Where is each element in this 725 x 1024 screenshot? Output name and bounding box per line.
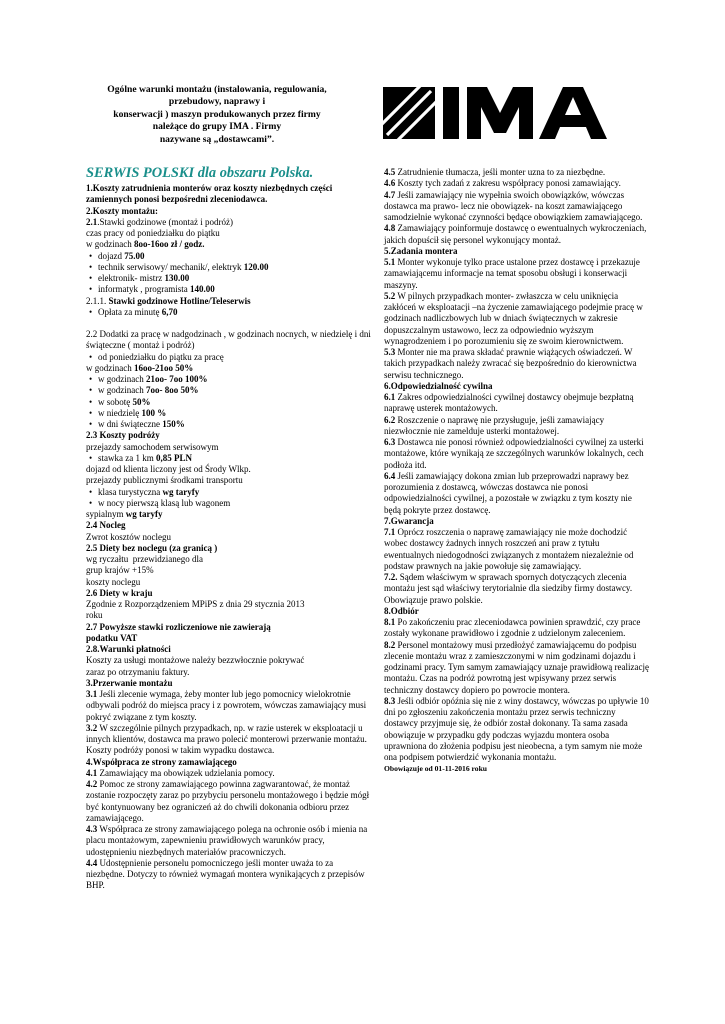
travel-line — [86, 509, 371, 520]
title-line: Ogólne warunki montażu (instalowania, regulowania, — [107, 84, 327, 95]
section-2-heading: 2.Koszty montażu: — [86, 205, 158, 216]
surcharge-value: 100 % — [141, 407, 167, 418]
section-5-1 — [384, 257, 650, 291]
section-number: 8.2 — [384, 639, 396, 650]
rate-item — [86, 251, 371, 262]
effective-date: Obowiązuje od 01-11-2016 roku — [384, 764, 488, 774]
section-text: wg ryczałtu przewidzianego dla grup krajów +15% koszty noclegu — [86, 554, 203, 587]
section-text: Zakres odpowiedzialności cywilnej dostawcy obejmuje bezpłatną naprawę usterek montażowych. — [384, 392, 634, 414]
section-8-2 — [384, 640, 650, 696]
rate-value: 120.00 — [243, 261, 269, 272]
title-line: należące do grupy IMA . Firmy — [152, 121, 282, 133]
section-6-4 — [384, 471, 650, 516]
section-text: Sądem właściwym w sprawach spornych dotyczących zlecenia montażu jest sąd właściwy terytorialnie dla siedziby firmy dostawcy. Obowiązuje prawo polskie. — [384, 572, 633, 605]
section-2-3: 2.3 Koszty podróży — [86, 430, 160, 441]
section-text: Pomoc ze strony zamawiającego powinna zagwarantować, że montaż zostanie rozpoczęty zaraz po przybyciu personelu montażowego i będzie mógł być kontynuowany bez ograniczeń aż do chwili dokonania odbioru przez zamawiającego. — [86, 779, 370, 823]
section-1: 1.Koszty zatrudnienia monterów oraz koszty niezbędnych części zamiennych ponosi bezpośredni zleceniodawca. — [86, 183, 333, 205]
rate-value: 75.00 — [124, 250, 145, 261]
section-text: Zamawiający poinformuje dostawcę o ewentualnych wykroczeniach, jakich dopuścił się personel wykonujący montaż. — [384, 223, 647, 245]
section-4-8 — [384, 223, 650, 246]
section-6-3 — [384, 437, 650, 471]
section-number: 4.5 — [384, 167, 396, 177]
section-4-3 — [86, 824, 371, 858]
rate-label: informatyk , programista — [98, 284, 190, 295]
section-6-heading: 6.Odpowiedzialność cywilna — [384, 380, 493, 391]
surcharge-item — [86, 385, 371, 396]
section-number: 5.3 — [384, 347, 396, 357]
section-text: Koszty tych zadań z zakresu współpracy ponosi zamawiający. — [395, 178, 621, 189]
section-number: 4.6 — [384, 178, 396, 189]
travel-value: wg taryfy — [162, 486, 200, 497]
rate-item — [86, 284, 371, 295]
surcharge-value: 21oo- 7oo 100% — [145, 374, 208, 384]
section-number: 2.1 — [86, 216, 98, 227]
section-2-6: 2.6 Diety w kraju — [86, 587, 153, 598]
section-number: 4.2 — [86, 779, 98, 789]
left-column — [86, 165, 371, 892]
section-2-7: 2.7 Powyższe stawki rozliczeniowe nie zawierają podatku VAT — [86, 621, 271, 643]
section-text: .Stawki godzinowe (montaż i podróż) czas pracy od poniedziałku do piątku — [86, 216, 233, 238]
section-6-2 — [384, 415, 650, 438]
hours-line — [86, 239, 371, 250]
rate-value: 130.00 — [164, 273, 190, 283]
section-5-heading: 5.Zadania montera — [384, 245, 458, 256]
section-number: 6.2 — [384, 414, 396, 425]
section-number: 4.7 — [384, 189, 396, 200]
surcharge-item — [86, 374, 371, 385]
travel-text: przejazdy samochodem serwisowym — [86, 441, 219, 452]
surcharge-label: w sobotę — [98, 396, 133, 407]
section-text: Monter nie ma prawa składać prawnie wiążących oświadczeń. W takich przypadkach należy zwracać się bezpośrednio do kierownictwa serwisu technicznego. — [384, 347, 637, 380]
surcharge-label: w niedzielę — [98, 407, 142, 418]
hotline-rate — [86, 307, 371, 318]
section-title: Stawki godzinowe Hotline/Teleserwis — [108, 295, 251, 306]
section-6-1 — [384, 392, 650, 415]
title-line: przebudowy, naprawy i — [168, 96, 266, 108]
section-text: Współpraca ze strony zamawiającego polega na ochronie osób i mienia na placu montażowym, zapewnieniu prawidłowych warunków pracy, udostępnieniu niezbędnych materiałów pracowniczych. — [86, 824, 368, 857]
section-number: 7.1 — [384, 527, 396, 537]
section-number: 6.1 — [384, 392, 396, 402]
section-number: 8.1 — [384, 617, 396, 627]
section-text: Jeśli odbiór opóźnia się nie z winy dostawcy, wówczas po upływie 10 dni po zgłoszeniu zakończenia montażu przez serwis techniczny dostawcy przyjmuje się, że odbiór został dokonany. Ta sama zasada obowiązuje w przypadku gdy podczas wyjazdu montera osoba uprawniona do złożenia podpisu jest nieobecna, a tym samym nie może ona podpisem potwierdzić wykonania montażu. — [384, 695, 649, 762]
section-2-1 — [86, 217, 371, 240]
section-number: 4.4 — [86, 857, 98, 868]
section-4-6 — [384, 178, 650, 189]
travel-text: dojazd od klienta liczony jest od Środy Wlkp. przejazdy publicznymi środkami transportu — [86, 464, 251, 486]
section-number: 7.2. — [384, 572, 398, 582]
rate-label: stawka za 1 km — [98, 452, 156, 463]
hours-label: w godzinach — [86, 239, 134, 250]
rate-item — [86, 273, 371, 284]
ima-logo — [383, 87, 637, 139]
travel-value: wg taryfy — [125, 509, 163, 519]
section-text: Koszty za usługi montażowe należy bezzwłocznie pokrywać zaraz po otrzymaniu faktury. — [86, 655, 305, 677]
section-number: 8.3 — [384, 695, 396, 706]
title-line: konserwacji ) maszyn produkowanych przez firmy — [113, 108, 321, 120]
surcharge-item — [86, 397, 371, 408]
section-2-2: 2.2 Dodatki za pracę w nadgodzinach , w godzinach nocnych, w niedzielę i dni świąteczne ( montaż i podróż) — [86, 329, 371, 351]
section-4-heading: 4.Współpraca ze strony zamawiającego — [86, 756, 237, 767]
section-2-4: 2.4 Nocleg — [86, 520, 126, 531]
surcharge-label: w godzinach — [98, 374, 146, 384]
section-text: Zatrudnienie tłumacza, jeśli monter uzna to za niezbędne. — [395, 167, 606, 177]
surcharge-label: w godzinach — [86, 362, 134, 373]
section-4-1 — [86, 768, 371, 779]
section-number: 5.2 — [384, 290, 396, 301]
surcharge-value: 50% — [132, 396, 151, 407]
hours-value: 8oo-16oo zł / godz. — [133, 239, 205, 250]
section-text: Dostawca nie ponosi również odpowiedzialności cywilnej za usterki montażowe, które wynikają ze szczególnych warunków lokalnych, cech podłoża itd. — [384, 437, 644, 470]
section-8-3 — [384, 696, 650, 764]
section-number: 2.1.1. — [86, 295, 109, 306]
travel-item — [86, 487, 371, 498]
section-text: Monter wykonuje tylko prace ustalone przez dostawcę i przekazuje zamawiającemu informacje na temat sposobu obsługi i konserwacji maszyny. — [384, 257, 640, 290]
section-number: 3.2 — [86, 722, 98, 733]
section-4-2 — [86, 779, 371, 824]
travel-rate — [86, 453, 371, 464]
section-text: W pilnych przypadkach monter- zwłaszcza w celu uniknięcia zakłóceń w eksploatacji –na życzenie zamawiającego podejmie pracę w godzinach nadliczbowych lub w dniach świątecznych w zakresie dopuszczalnym ustawowo, lecz za odpowiednio wyższym wynagrodzeniem i po porozumieniu się ze swoim kierownictwem. — [384, 290, 643, 346]
section-text: Oprócz roszczenia o naprawę zamawiający nie może dochodzić wobec dostawcy żadnych innych roszczeń ani praw z tytułu ewentualnych niedogodności związanych z montażem niezależnie od podstaw prawnych na jakie powołuje się zamawiający. — [384, 527, 634, 571]
section-7-2 — [384, 572, 650, 606]
section-5-3 — [384, 347, 650, 381]
travel-item: • w nocy pierwszą klasą lub wagonem — [86, 498, 371, 509]
surcharge-value: 7oo- 8oo 50% — [145, 385, 199, 396]
section-4-7 — [384, 190, 650, 224]
section-text: Roszczenie o naprawę nie przysługuje, jeśli zamawiający niezwłocznie nie zamelduje usterki montażowej. — [384, 414, 605, 436]
section-8-heading: 8.Odbiór — [384, 605, 419, 616]
section-3-1 — [86, 689, 371, 723]
section-5-2 — [384, 291, 650, 347]
section-text: Jeśli zamawiający nie wypełnia swoich obowiązków, wówczas dostawca ma prawo- lecz nie obowiązek- na koszt zamawiającego samodzielnie wykonać czynności będące obowiązkiem zamawiającego. — [384, 189, 643, 222]
section-7-heading: 7.Gwarancja — [384, 515, 434, 526]
rate-value: 6,70 — [161, 306, 178, 317]
page-title — [82, 84, 352, 146]
section-8-1 — [384, 617, 650, 640]
section-text: W szczególnie pilnych przypadkach, np. w razie usterek w eksploatacji u innych klientów, dostawca ma prawo polecić monterowi przerwanie montażu. Koszty podróży ponosi w takim wypadku dostawca. — [86, 722, 367, 756]
section-text: Zwrot kosztów noclegu — [86, 531, 171, 542]
surcharge-item — [86, 419, 371, 430]
surcharge-intro: • od poniedziałku do piątku za pracę — [86, 352, 371, 363]
section-2-8: 2.8.Warunki płatności — [86, 644, 171, 654]
surcharge-value: 16oo-21oo 50% — [133, 362, 194, 373]
serwis-title: SERWIS POLSKI dla obszaru Polska. — [86, 165, 314, 181]
rate-value: 0,85 PLN — [155, 452, 192, 463]
section-3-heading: 3.Przerwanie montażu — [86, 677, 173, 688]
section-text: Udostępnienie personelu pomocniczego jeśli monter uważa to za niezbędne. Dotyczy to również wymagań montera wynikających z przepisów BHP. — [86, 857, 365, 891]
travel-label: sypialnym — [86, 509, 126, 519]
rate-label: Opłata za minutę — [98, 306, 162, 317]
section-2-1-1 — [86, 296, 371, 307]
section-7-1 — [384, 527, 650, 572]
section-text: Jeśli zlecenie wymaga, żeby monter lub jego pomocnicy wielokrotnie odbywali podróż do miejsca pracy i z powrotem, wówczas zamawiający musi pokryć związane z tym koszty. — [86, 689, 367, 722]
section-text: Personel montażowy musi przedłożyć zamawiającemu do podpisu zlecenie montażu wraz z zamieszczonymi w nim godzinami dojazdu i godzinami pracy. Tym samym zamawiający uznaje prawidłową realizację montażu. Czas na podróż powrotną jest wpisywany przez serwis techniczny dostawcy dopiero po powrocie montera. — [384, 639, 650, 695]
section-4-4 — [86, 858, 371, 892]
section-number: 3.1 — [86, 689, 98, 699]
rate-item — [86, 262, 371, 273]
section-number: 4.8 — [384, 223, 396, 234]
section-text: Jeśli zamawiający dokona zmian lub przeprowadzi naprawy bez porozumienia z dostawcą, wówczas dostawca nie ponosi odpowiedzialności cywilnej, a pozostałe w związku z tym koszty nie będą pokryte przez dostawcę. — [384, 470, 632, 515]
section-text: Zgodnie z Rozporządzeniem MPiPS z dnia 29 stycznia 2013 roku — [86, 599, 305, 621]
section-text: Po zakończeniu prac zleceniodawca powinien sprawdzić, czy prace zostały wykonane prawidłowo i zgodnie z udzielonym zaleceniem. — [384, 617, 641, 639]
surcharge-value: 150% — [162, 419, 185, 429]
rate-label: technik serwisowy/ mechanik/, elektryk — [98, 261, 244, 272]
section-text: Zamawiający ma obowiązek udzielania pomocy. — [97, 767, 275, 778]
section-number: 4.3 — [86, 824, 98, 834]
section-number: 5.1 — [384, 257, 396, 267]
surcharge-item — [86, 408, 371, 419]
travel-label: klasa turystyczna — [98, 486, 163, 497]
section-number: 6.3 — [384, 437, 396, 447]
surcharge-label: w godzinach — [98, 385, 146, 396]
section-3-2 — [86, 723, 371, 757]
section-4-5 — [384, 167, 650, 178]
rate-label: elektronik- mistrz — [98, 273, 165, 283]
rate-label: dojazd — [98, 250, 125, 261]
section-number: 6.4 — [384, 470, 396, 481]
right-column — [384, 167, 650, 774]
section-2-5: 2.5 Diety bez noclegu (za granicą ) — [86, 542, 218, 553]
section-number: 4.1 — [86, 767, 98, 778]
title-line: nazywane są „dostawcami”. — [159, 133, 275, 145]
surcharge-label: w dni świąteczne — [98, 419, 163, 429]
rate-value: 140.00 — [189, 284, 215, 295]
surcharge-line — [86, 363, 371, 374]
